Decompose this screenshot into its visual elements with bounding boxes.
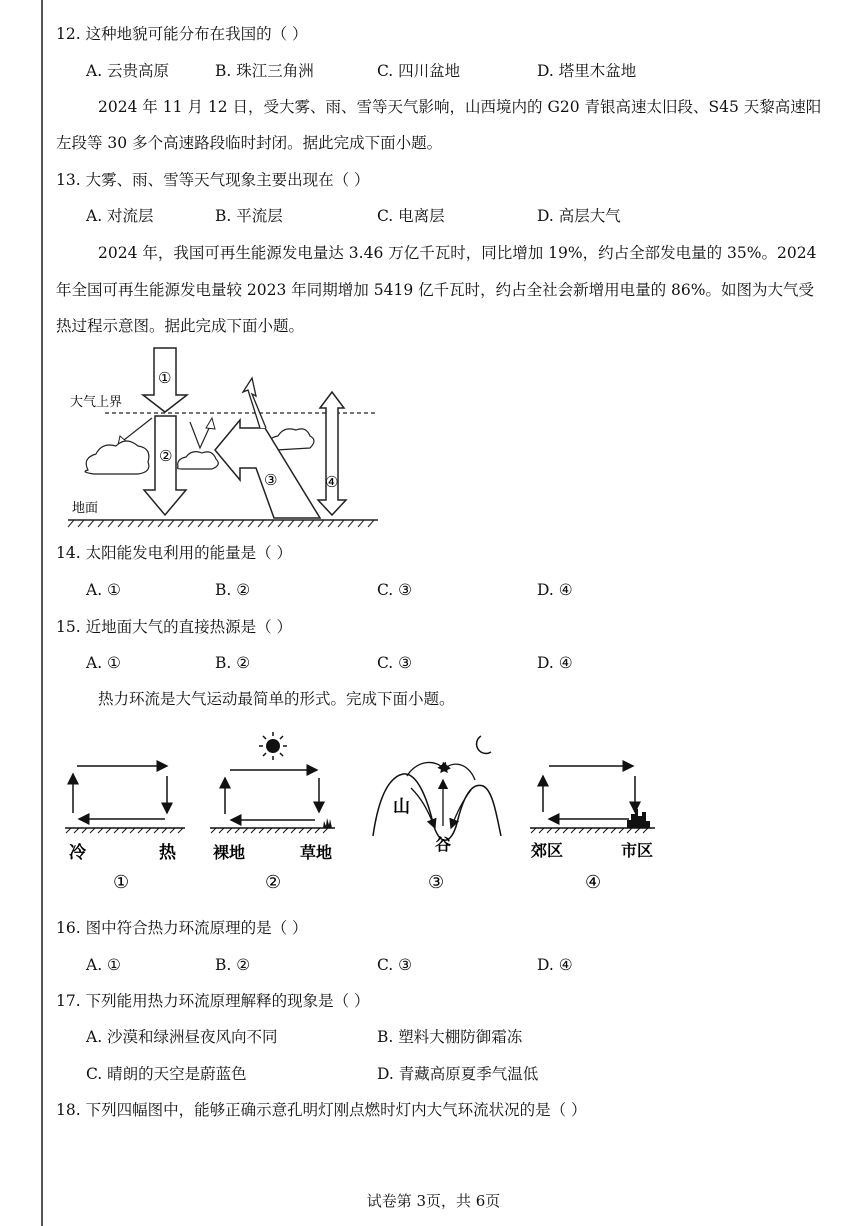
material-1-line-2: 左段等 30 多个高速路段临时封闭。据此完成下面小题。 xyxy=(56,134,443,152)
mountain-label: 山 xyxy=(393,797,410,817)
panel-4-left-label: 郊区 xyxy=(531,841,564,860)
q17-option-a: A. 沙漠和绿洲昼夜风向不同 xyxy=(86,1028,278,1046)
panel-1-number: ① xyxy=(113,872,130,893)
q13-stem: 13. 大雾、雨、雪等天气现象主要出现在（ ） xyxy=(56,171,370,189)
q17-option-d: D. 青藏高原夏季气温低 xyxy=(377,1065,539,1083)
arrow-4-double xyxy=(318,392,346,515)
sun-icon xyxy=(259,732,287,760)
q13-option-a: A. 对流层 xyxy=(86,207,154,225)
panel-4-number: ④ xyxy=(585,872,602,893)
grass-icon xyxy=(323,818,332,828)
q16-option-d: D. ④ xyxy=(537,956,573,974)
city-buildings-icon xyxy=(627,809,650,828)
arrow-3-escape xyxy=(243,378,266,428)
page-margin-line xyxy=(41,0,43,1226)
q17-stem: 17. 下列能用热力环流原理解释的现象是（ ） xyxy=(56,992,370,1010)
q15-stem: 15. 近地面大气的直接热源是（ ） xyxy=(56,618,293,636)
q12-option-d: D. 塔里木盆地 xyxy=(537,62,637,80)
q14-option-c: C. ③ xyxy=(377,581,413,599)
page-footer: 试卷第 3页，共 6页 xyxy=(366,1192,501,1210)
panel-2-right-label: 草地 xyxy=(300,843,333,862)
q16-option-c: C. ③ xyxy=(377,956,413,974)
panel-2 xyxy=(210,732,335,893)
q17-option-c: C. 晴朗的天空是蔚蓝色 xyxy=(86,1065,247,1083)
q12-option-a: A. 云贵高原 xyxy=(86,62,170,80)
mark-3: ③ xyxy=(264,471,278,489)
material-2-line-2: 年全国可再生能源发电量较 2023 年同期增加 5419 亿千瓦时，约占全社会新增用电量的 86%。如图为大气受 xyxy=(56,281,814,299)
atmospheric-heating-diagram xyxy=(60,340,390,530)
q12-stem: 12. 这种地貌可能分布在我国的（ ） xyxy=(56,25,308,43)
panel-1-left-label: 冷 xyxy=(69,843,86,863)
q16-stem: 16. 图中符合热力环流原理的是（ ） xyxy=(56,919,308,937)
panel-3-number: ③ xyxy=(428,872,445,893)
q12-option-c: C. 四川盆地 xyxy=(377,62,461,80)
q15-option-b: B. ② xyxy=(215,654,251,672)
mark-1: ① xyxy=(158,369,172,387)
q13-option-c: C. 电离层 xyxy=(377,207,445,225)
panel-2-left-label: 裸地 xyxy=(213,843,246,862)
q14-option-b: B. ② xyxy=(215,581,251,599)
q14-option-d: D. ④ xyxy=(537,581,573,599)
panel-1 xyxy=(65,766,185,893)
thermal-circulation-diagram xyxy=(55,728,675,898)
q15-option-a: A. ① xyxy=(86,654,121,672)
q15-option-c: C. ③ xyxy=(377,654,413,672)
mark-4: ④ xyxy=(325,473,339,491)
panel-3 xyxy=(373,736,501,893)
q15-option-d: D. ④ xyxy=(537,654,573,672)
q18-stem: 18. 下列四幅图中，能够正确示意孔明灯刚点燃时灯内大气环流状况的是（ ） xyxy=(56,1101,587,1119)
q16-option-b: B. ② xyxy=(215,956,251,974)
q12-option-b: B. 珠江三角洲 xyxy=(215,62,314,80)
panel-1-right-label: 热 xyxy=(159,843,176,863)
q17-option-b: B. 塑料大棚防御霜冻 xyxy=(377,1028,523,1046)
q13-option-b: B. 平流层 xyxy=(215,207,283,225)
material-3-line-1: 热力环流是大气运动最简单的形式。完成下面小题。 xyxy=(98,690,455,708)
ground-label: 地面 xyxy=(72,501,99,516)
q14-stem: 14. 太阳能发电利用的能量是（ ） xyxy=(56,544,293,562)
panel-4-right-label: 市区 xyxy=(621,841,654,860)
mark-2: ② xyxy=(159,447,173,465)
panel-2-number: ② xyxy=(265,872,282,893)
valley-label: 谷 xyxy=(435,835,452,854)
panel-4 xyxy=(530,766,655,893)
cloud-middle xyxy=(178,452,219,469)
q14-option-a: A. ① xyxy=(86,581,121,599)
moon-icon xyxy=(477,736,491,753)
material-1-line-1: 2024 年 11 月 12 日，受大雾、雨、雪等天气影响，山西境内的 G20 青银高速太旧段、S45 天黎高速阳 xyxy=(98,98,822,116)
ground-hatch xyxy=(68,520,374,527)
material-2-line-1: 2024 年，我国可再生能源发电量达 3.46 万亿千瓦时，同比增加 19%，约占全部发电量的 35%。2024 xyxy=(98,244,817,262)
material-2-line-3: 热过程示意图。据此完成下面小题。 xyxy=(56,317,305,335)
q13-option-d: D. 高层大气 xyxy=(537,207,621,225)
atmosphere-top-label: 大气上界 xyxy=(70,395,123,410)
cloud-left xyxy=(85,441,149,474)
q16-option-a: A. ① xyxy=(86,956,121,974)
